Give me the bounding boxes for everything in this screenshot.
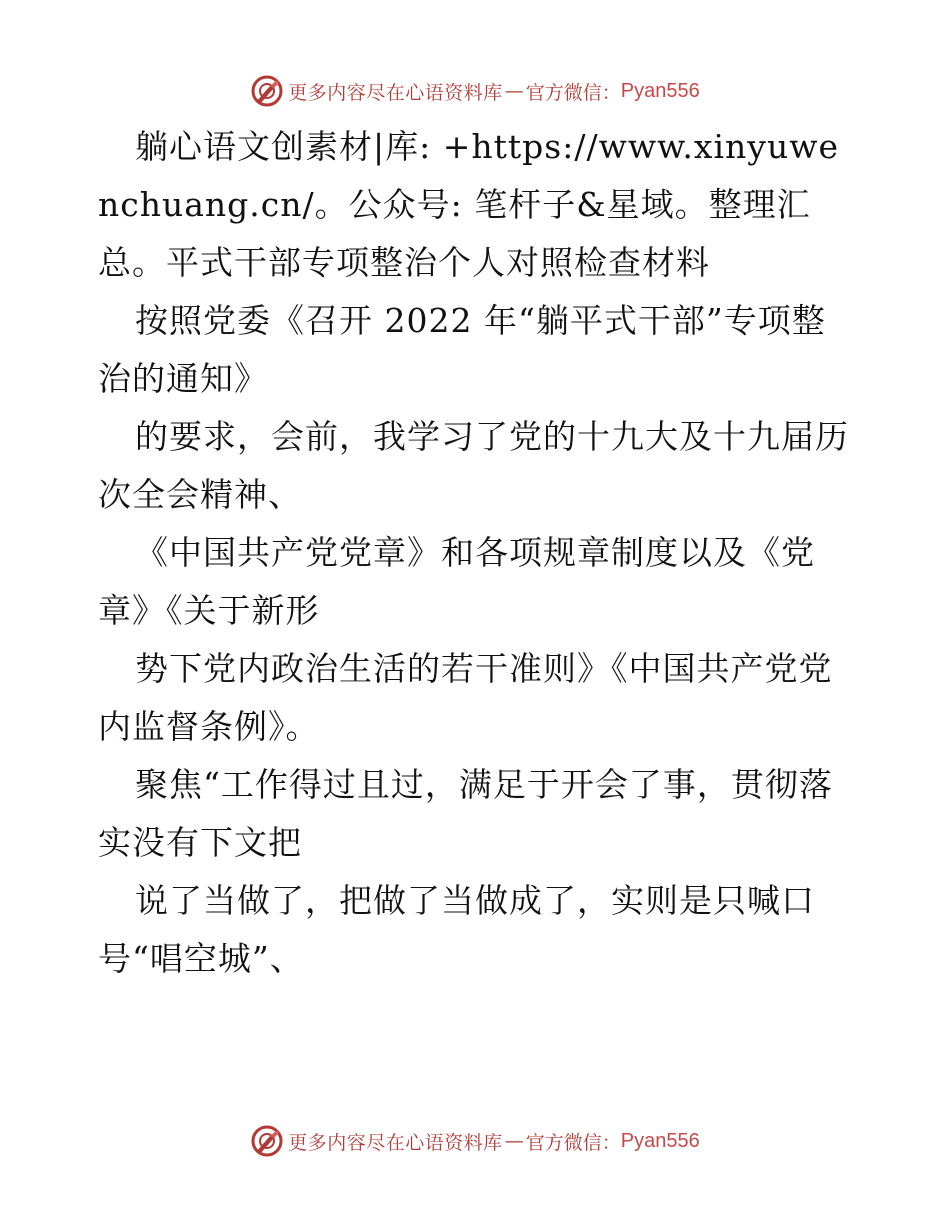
paragraph-4: 《中国共产党党章》和各项规章制度以及《党章》《关于新形 <box>98 533 815 630</box>
footer-watermark-banner <box>0 1121 950 1161</box>
banner-wechat-label: 官方微信： <box>525 1131 621 1154</box>
banner-wechat-label: 官方微信： <box>525 81 621 104</box>
paragraph-5: 势下党内政治生活的若干准则》《中国共产党党内监督条例》。 <box>98 649 833 746</box>
banner-dash: — <box>504 1130 524 1152</box>
banner-brand-text: 更多内容尽在心语资料库 <box>288 1131 503 1154</box>
banner-brand-text: 更多内容尽在心语资料库 <box>288 81 503 104</box>
banner-wechat-id: Pyan556 <box>620 79 700 102</box>
paragraph-3: 的要求，会前，我学习了党的十九大及十九届历次全会精神、 <box>98 417 849 514</box>
banner-dash: — <box>504 80 524 102</box>
pen-logo-icon <box>250 74 284 108</box>
paragraph-6: 聚焦“工作得过且过，满足于开会了事，贯彻落实没有下文把 <box>98 765 833 862</box>
paragraph-2: 按照党委《召开 2022 年“躺平式干部”专项整治的通知》 <box>98 301 826 398</box>
paragraph-1: 躺心语文创素材|库: +https://www.xinyuwenchuang.cn/。公众号: 笔杆子&星域。整理汇总。平式干部专项整治个人对照检查材料 <box>98 127 839 282</box>
pen-logo-icon <box>250 1124 284 1158</box>
banner-wechat-id: Pyan556 <box>620 1129 700 1152</box>
paragraph-7: 说了当做了，把做了当做成了，实则是只喊口号“唱空城”、 <box>98 881 815 978</box>
document-body <box>98 118 858 988</box>
header-watermark-banner <box>0 71 950 111</box>
